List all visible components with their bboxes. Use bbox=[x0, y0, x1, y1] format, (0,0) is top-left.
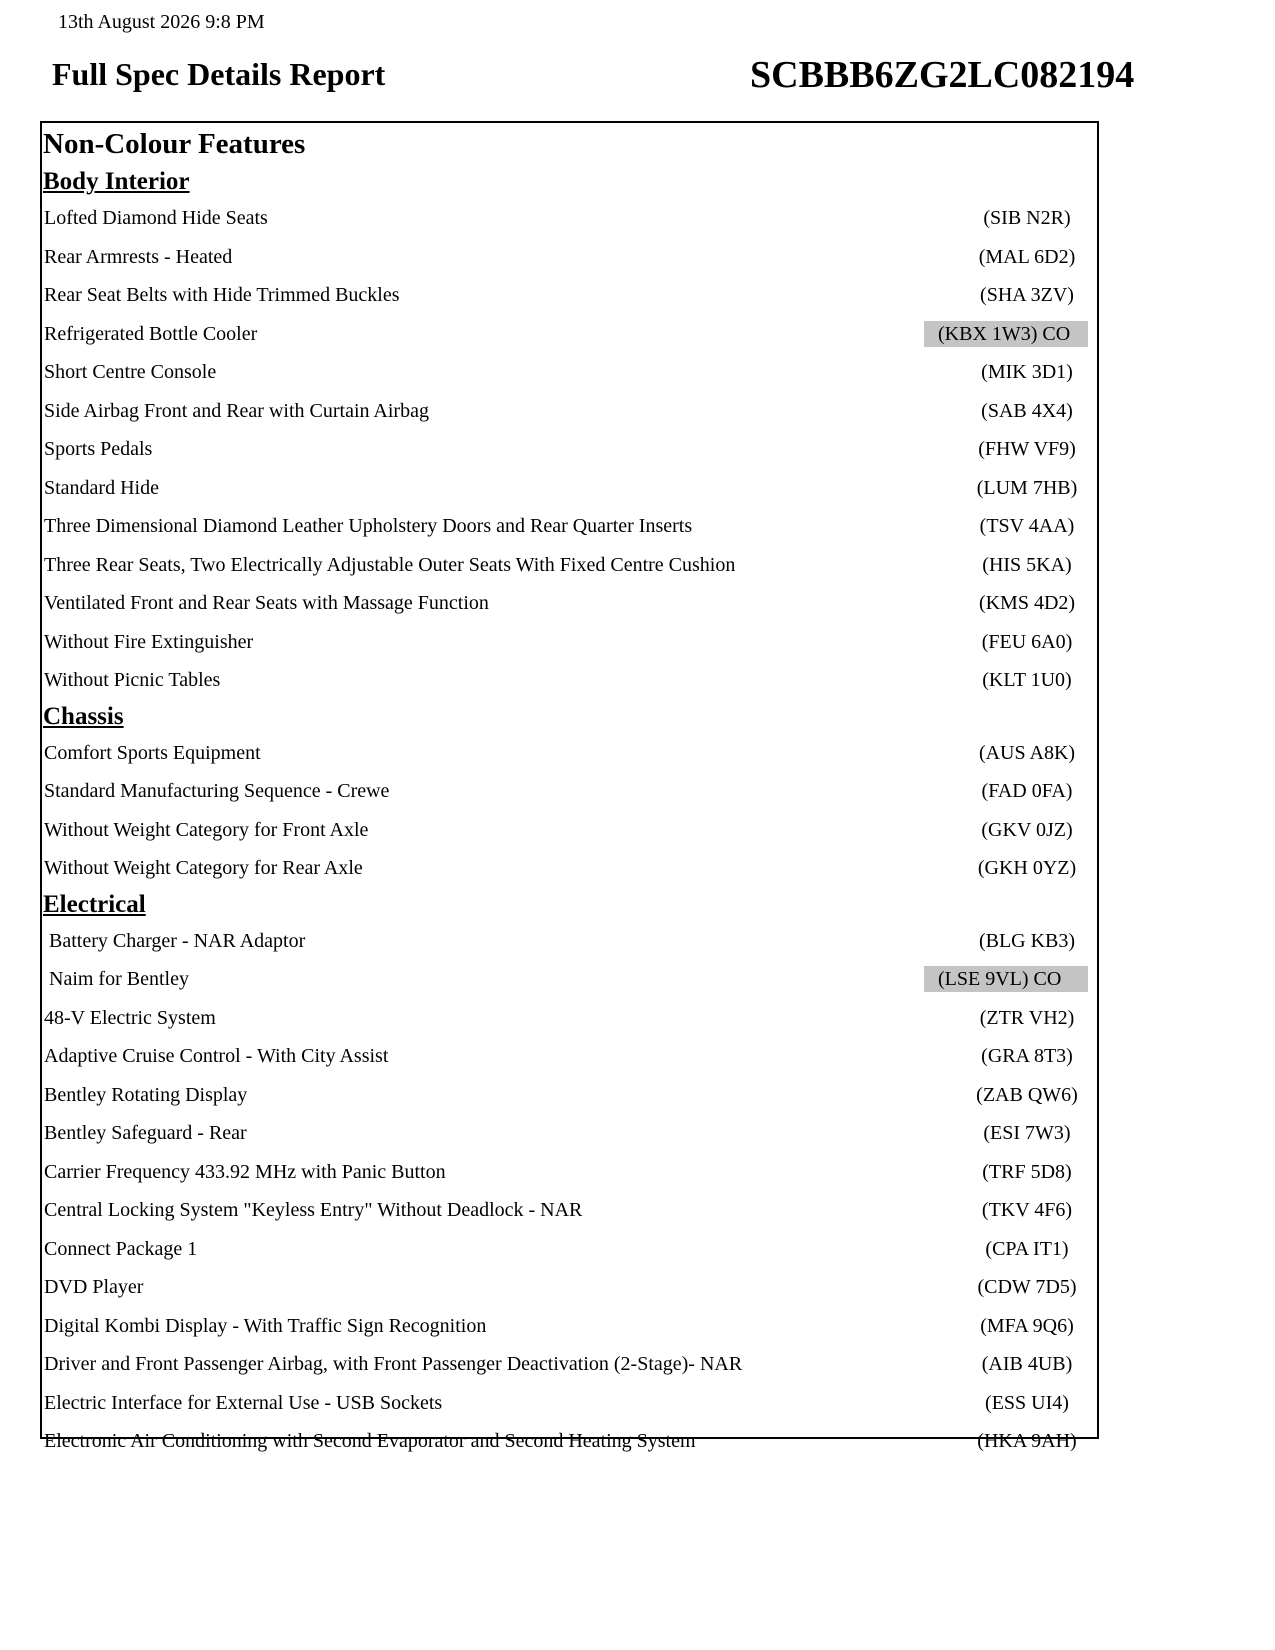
feature-row bbox=[42, 1076, 1097, 1115]
feature-code: (KMS 4D2) bbox=[978, 592, 1076, 614]
section-title: Chassis bbox=[43, 702, 124, 730]
feature-row bbox=[42, 1230, 1097, 1269]
feature-name: Electric Interface for External Use - USB Sockets bbox=[44, 1391, 443, 1414]
feature-code: (MIK 3D1) bbox=[981, 361, 1073, 383]
feature-row bbox=[42, 238, 1097, 277]
feature-name: DVD Player bbox=[44, 1276, 144, 1298]
feature-code: (SIB N2R) bbox=[983, 207, 1071, 229]
feature-row bbox=[42, 734, 1097, 773]
feature-code: (GKH 0YZ) bbox=[977, 857, 1077, 879]
feature-row bbox=[42, 546, 1097, 585]
section-title: Body Interior bbox=[43, 168, 190, 195]
feature-code: (LUM 7HB) bbox=[976, 476, 1078, 499]
feature-name: Without Weight Category for Front Axle bbox=[44, 818, 369, 841]
feature-row bbox=[42, 772, 1097, 811]
feature-name: Without Picnic Tables bbox=[44, 669, 221, 691]
feature-code: (ESI 7W3) bbox=[983, 1122, 1071, 1144]
feature-name: Without Weight Category for Rear Axle bbox=[44, 857, 363, 879]
vin-number: SCBBB6ZG2LC082194 bbox=[750, 54, 1135, 96]
feature-row bbox=[42, 276, 1097, 315]
feature-code: (CPA IT1) bbox=[985, 1237, 1069, 1260]
feature-code: (KLT 1U0) bbox=[982, 669, 1072, 691]
feature-name: Rear Seat Belts with Hide Trimmed Buckles bbox=[44, 284, 400, 306]
feature-row bbox=[42, 315, 1097, 354]
feature-row bbox=[42, 1345, 1097, 1384]
feature-row bbox=[42, 960, 1097, 999]
feature-name: Rear Armrests - Heated bbox=[44, 245, 233, 268]
feature-code: (FEU 6A0) bbox=[981, 630, 1073, 653]
report-title: Full Spec Details Report bbox=[52, 56, 386, 92]
feature-row bbox=[42, 469, 1097, 508]
feature-code: (ZAB QW6) bbox=[976, 1083, 1078, 1106]
feature-name: Electronic Air Conditioning with Second Evaporator and Second Heating System bbox=[44, 1430, 696, 1452]
feature-row bbox=[42, 999, 1097, 1038]
feature-row bbox=[42, 661, 1097, 700]
feature-name: Sports Pedals bbox=[44, 438, 153, 460]
feature-row bbox=[42, 1422, 1097, 1461]
feature-code: (TKV 4F6) bbox=[981, 1199, 1073, 1221]
report-timestamp: 13th August 2026 9:8 PM bbox=[58, 11, 265, 33]
feature-row bbox=[42, 1384, 1097, 1423]
feature-name: Short Centre Console bbox=[44, 361, 217, 383]
feature-code: (TRF 5D8) bbox=[982, 1160, 1072, 1183]
feature-code: (AUS A8K) bbox=[978, 741, 1076, 764]
feature-code: (AIB 4UB) bbox=[981, 1353, 1073, 1375]
feature-row bbox=[42, 584, 1097, 623]
feature-code: (HKA 9AH) bbox=[977, 1430, 1077, 1452]
feature-name: Adaptive Cruise Control - With City Assist bbox=[44, 1045, 389, 1067]
feature-name: Comfort Sports Equipment bbox=[44, 741, 261, 764]
feature-code-highlighted: (LSE 9VL) CO bbox=[924, 966, 1088, 992]
feature-name: Lofted Diamond Hide Seats bbox=[44, 207, 268, 229]
feature-code: (SAB 4X4) bbox=[981, 399, 1073, 422]
feature-code: (GRA 8T3) bbox=[981, 1045, 1073, 1067]
feature-row bbox=[42, 199, 1097, 238]
feature-row bbox=[42, 849, 1097, 888]
features-frame bbox=[40, 121, 1099, 1452]
feature-name: Three Dimensional Diamond Leather Upholstery Doors and Rear Quarter Inserts bbox=[44, 515, 693, 537]
feature-name: Connect Package 1 bbox=[44, 1237, 198, 1260]
feature-row bbox=[42, 1153, 1097, 1192]
feature-code: (TSV 4AA) bbox=[979, 515, 1075, 537]
feature-name: Standard Manufacturing Sequence - Crewe bbox=[44, 780, 390, 802]
section-title: Electrical bbox=[43, 890, 146, 918]
feature-name: Three Rear Seats, Two Electrically Adjustable Outer Seats With Fixed Centre Cushion bbox=[44, 553, 736, 576]
feature-name: Bentley Rotating Display bbox=[44, 1083, 248, 1106]
feature-name: 48-V Electric System bbox=[44, 1006, 216, 1029]
feature-code-highlighted: (KBX 1W3) CO bbox=[924, 321, 1088, 347]
feature-code: (FAD 0FA) bbox=[981, 780, 1073, 802]
feature-code: (ZTR VH2) bbox=[979, 1006, 1075, 1029]
feature-row bbox=[42, 1307, 1097, 1346]
feature-row bbox=[42, 1191, 1097, 1230]
feature-row bbox=[42, 430, 1097, 469]
feature-name: Without Fire Extinguisher bbox=[44, 630, 254, 653]
features-list bbox=[42, 123, 1097, 1461]
feature-name: Digital Kombi Display - With Traffic Sign Recognition bbox=[44, 1314, 487, 1337]
feature-code: (HIS 5KA) bbox=[982, 553, 1072, 576]
feature-row bbox=[42, 353, 1097, 392]
feature-code: (MFA 9Q6) bbox=[980, 1314, 1074, 1337]
feature-code: (BLG KB3) bbox=[978, 929, 1076, 952]
feature-code: (MAL 6D2) bbox=[978, 245, 1076, 268]
feature-name: Standard Hide bbox=[44, 476, 159, 499]
feature-name: Driver and Front Passenger Airbag, with Front Passenger Deactivation (2-Stage)- NAR bbox=[44, 1353, 743, 1375]
feature-name: Refrigerated Bottle Cooler bbox=[44, 322, 258, 345]
feature-row bbox=[42, 392, 1097, 431]
feature-code: (FHW VF9) bbox=[978, 438, 1076, 460]
feature-code: (CDW 7D5) bbox=[977, 1276, 1077, 1298]
feature-name: Carrier Frequency 433.92 MHz with Panic Button bbox=[44, 1160, 446, 1183]
feature-row bbox=[42, 623, 1097, 662]
feature-row bbox=[42, 507, 1097, 546]
group-title: Non-Colour Features bbox=[43, 128, 306, 160]
feature-name: Battery Charger - NAR Adaptor bbox=[49, 929, 306, 952]
feature-row bbox=[42, 1268, 1097, 1307]
feature-row bbox=[42, 1037, 1097, 1076]
feature-row bbox=[42, 1114, 1097, 1153]
feature-name: Bentley Safeguard - Rear bbox=[44, 1122, 247, 1144]
feature-row bbox=[42, 922, 1097, 961]
feature-code: (GKV 0JZ) bbox=[981, 818, 1073, 841]
feature-name: Ventilated Front and Rear Seats with Massage Function bbox=[44, 592, 489, 614]
feature-row bbox=[42, 811, 1097, 850]
feature-code: (ESS UI4) bbox=[985, 1391, 1069, 1414]
feature-name: Central Locking System "Keyless Entry" Without Deadlock - NAR bbox=[44, 1199, 583, 1221]
feature-code: (SHA 3ZV) bbox=[980, 284, 1074, 306]
feature-name: Side Airbag Front and Rear with Curtain Airbag bbox=[44, 399, 429, 422]
feature-name: Naim for Bentley bbox=[49, 968, 189, 990]
